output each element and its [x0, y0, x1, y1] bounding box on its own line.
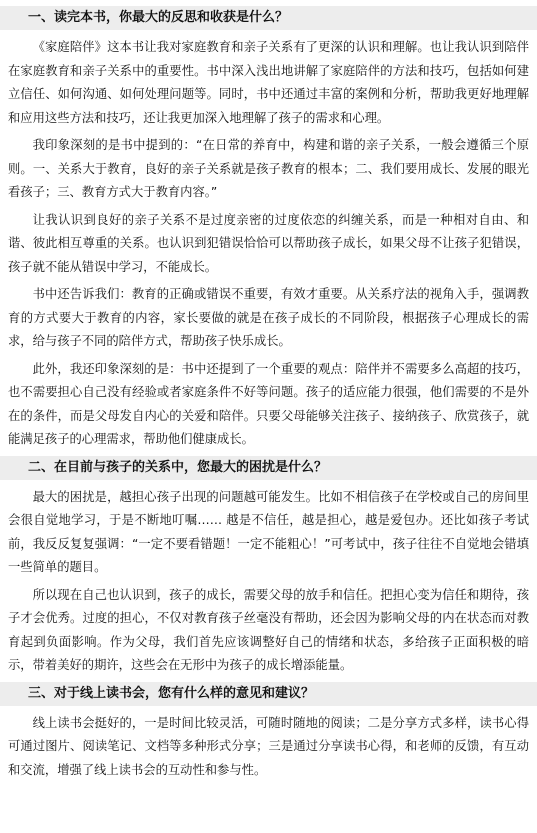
paragraph: 此外，我还印象深刻的是：书中还提到了一个重要的观点：陪伴并不需要多么高超的技巧，也不需要担心自己没有经验或者家庭条件不好等问题。孩子的适应能力很强，他们需要的不是外在的条件，而是父母发自内心的关爱和陪伴。只要父母能够关注孩子、接纳孩子、欣赏孩子，就能满足孩子的心理需求，帮助他们健康成长。: [8, 361, 529, 446]
section-1: [8, 6, 529, 452]
paragraph: 所以现在自己也认识到，孩子的成长，需要父母的放手和信任。把担心变为信任和期待，孩子才会优秀。过度的担心，不仅对教育孩子丝毫没有帮助，还会因为影响父母的内在状态而对教育起到负面影响。作为父母，我们首先应该调整好自己的情绪和状态，多给孩子正面积极的暗示，带着美好的期许，这些会在无形中为孩子的成长增添能量。: [8, 587, 529, 672]
paragraph: 书中还告诉我们：教育的正确或错误不重要，有效才重要。从关系疗法的视角入手，强调教育的方式要大于教育的内容，家长要做的就是在孩子成长的不同阶段，根据孩子心理成长的需求，给与孩子不同的陪伴方式，帮助孩子快乐成长。: [8, 287, 529, 348]
section-3: [8, 682, 529, 783]
paragraph: 让我认识到良好的亲子关系不是过度亲密的过度依恋的纠缠关系，而是一种相对自由、和谐、彼此相互尊重的关系。也认识到犯错误恰恰可以帮助孩子成长，如果父母不让孩子犯错误，孩子就不能从错误中学习，不能成长。: [8, 212, 529, 274]
section-heading: 三、对于线上读书会，您有什么样的意见和建议？: [0, 682, 537, 706]
section-2: [8, 456, 529, 678]
section-heading: 一、读完本书，你最大的反思和收获是什么？: [0, 6, 537, 30]
paragraph: 《家庭陪伴》这本书让我对家庭教育和亲子关系有了更深的认识和理解。也让我认识到陪伴在家庭教育和亲子关系中的重要性。书中深入浅出地讲解了家庭陪伴的方法和技巧，包括如何建立信任、如何沟通、如何处理问题等。同时，书中还通过丰富的案例和分析，帮助我更好地理解和应用这些方法和技巧，还让我更加深入地理解了孩子的需求和心理。: [8, 40, 529, 125]
paragraph: 我印象深刻的是书中提到的：“在日常的养育中，构建和谐的亲子关系，一般会遵循三个原则。一、关系大于教育，良好的亲子关系就是孩子教育的根本；二、我们要用成长、发展的眼光看孩子；三、教育方式大于教育内容。”: [8, 138, 529, 199]
paragraph: 线上读书会挺好的，一是时间比较灵活，可随时随地的阅读；二是分享方式多样，读书心得可通过图片、阅读笔记、文档等多种形式分享；三是通过分享读书心得，和老师的反馈，有互动和交流，增强了线上读书会的互动性和参与性。: [8, 715, 529, 777]
section-heading: 二、在目前与孩子的关系中，您最大的困扰是什么？: [0, 456, 537, 480]
paragraph: 最大的困扰是，越担心孩子出现的问题越可能发生。比如不相信孩子在学校或自己的房间里会很自觉地学习，于是不断地叮嘱…… 越是不信任，越是担心，越是爱包办。还比如孩子考试前，我反反复复强调：“一定不要看错题！一定不能粗心！”可考试中，孩子往往不自觉地会错填一些简单的题目。: [8, 489, 529, 574]
